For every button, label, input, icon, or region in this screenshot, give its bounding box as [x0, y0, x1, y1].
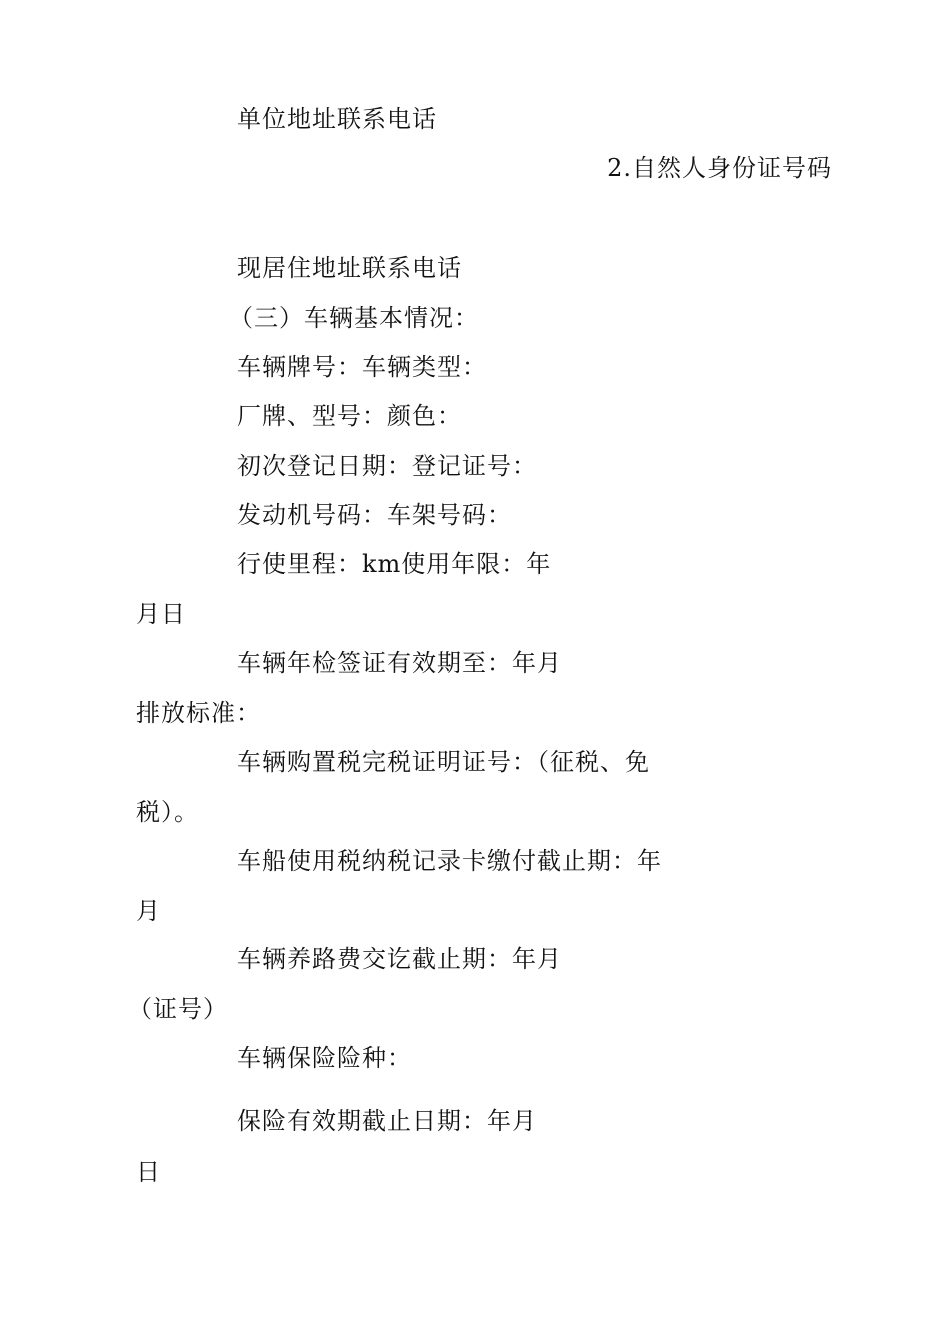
residence-address-phone-line: 现居住地址联系电话: [237, 254, 462, 282]
plate-type-line: 车辆牌号：车辆类型：: [237, 353, 487, 381]
vehicle-vessel-tax-line: 车船使用税纳税记录卡缴付截止期：年: [237, 847, 662, 875]
brand-model-color-line: 厂牌、型号：颜色：: [237, 402, 462, 430]
purchase-tax-continuation: 税）。: [136, 798, 199, 826]
insurance-expiry-line: 保险有效期截止日期：年月: [237, 1107, 537, 1135]
vehicle-vessel-tax-continuation: 月: [136, 897, 161, 925]
mileage-years-continuation: 月日: [136, 600, 186, 628]
vehicle-basic-info-heading: （三）车辆基本情况：: [229, 304, 479, 332]
unit-address-phone-line: 单位地址联系电话: [237, 105, 437, 133]
road-maintenance-fee-line: 车辆养路费交讫截止期：年月: [237, 945, 562, 973]
engine-frame-number-line: 发动机号码：车架号码：: [237, 501, 512, 529]
mileage-years-line: 行使里程：km使用年限：年: [237, 550, 552, 578]
insurance-expiry-continuation: 日: [136, 1158, 161, 1186]
insurance-type-line: 车辆保险险种：: [237, 1044, 412, 1072]
annual-inspection-line: 车辆年检签证有效期至：年月: [237, 649, 562, 677]
natural-person-id-line: 2.自然人身份证号码: [607, 154, 832, 182]
certificate-number-line: （证号）: [128, 995, 228, 1023]
emission-standard-line: 排放标准：: [136, 699, 261, 727]
registration-date-line: 初次登记日期：登记证号：: [237, 452, 537, 480]
purchase-tax-line: 车辆购置税完税证明证号：（征税、免: [237, 748, 650, 776]
